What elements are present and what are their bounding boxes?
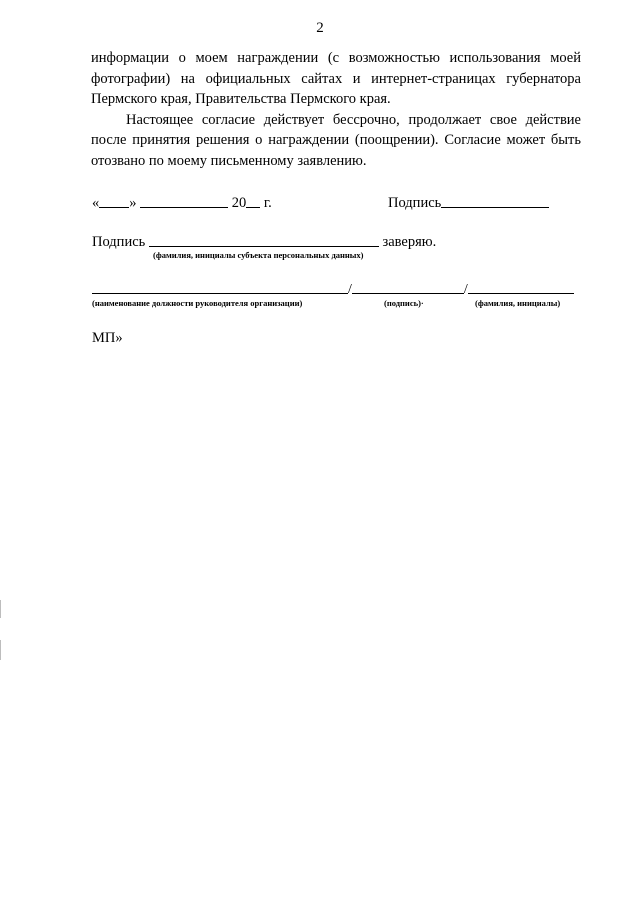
paragraph-validity: Настоящее согласие действует бессрочно, продолжает свое действие после принятия решения о награждении (поощрении). Согласие может быть отозвано по моему письменному заявлению.: [91, 111, 581, 169]
consent-body-text: [91, 48, 581, 171]
date-close-quote: »: [129, 195, 137, 211]
head-separator-1: /: [348, 282, 352, 297]
margin-mark: [0, 640, 1, 660]
day-blank: [99, 206, 129, 208]
signature-top: [388, 195, 549, 212]
subject-signature-line: [92, 234, 436, 251]
head-separator-2: /: [463, 282, 468, 297]
date-open-quote: «: [92, 195, 100, 211]
margin-mark: [0, 600, 1, 618]
subject-signature-label: Подпись: [92, 234, 146, 250]
year-suffix: г.: [263, 195, 272, 211]
paragraph-publication-consent: информации о моем награждении (с возможностью использования моей фотографии) на официальных сайтах и интернет-страницах губернатора Пермского края, Правительства Пермского края.: [91, 50, 581, 107]
signature-top-label: Подпись: [388, 195, 442, 211]
head-name-caption: (фамилия, инициалы): [475, 298, 561, 308]
date-line: [92, 195, 272, 212]
head-signature-line: [92, 282, 574, 298]
year-prefix: 20: [231, 195, 247, 211]
page-number: 2: [316, 20, 324, 36]
subject-name-blank: [149, 245, 379, 247]
head-signature-blank: [352, 292, 464, 294]
month-blank: [140, 206, 228, 208]
subject-name-caption: (фамилия, инициалы субъекта персональных данных): [153, 250, 364, 260]
head-position-blank: [92, 292, 348, 294]
signature-top-blank: [441, 206, 549, 208]
head-position-caption: (наименование должности руководителя организации): [92, 298, 303, 308]
head-signature-caption: (подпись)·: [384, 298, 424, 308]
seal-placeholder: МП»: [92, 330, 123, 346]
head-name-blank: [468, 292, 574, 294]
subject-certify-text: заверяю.: [382, 234, 437, 250]
year-blank: [246, 206, 260, 208]
